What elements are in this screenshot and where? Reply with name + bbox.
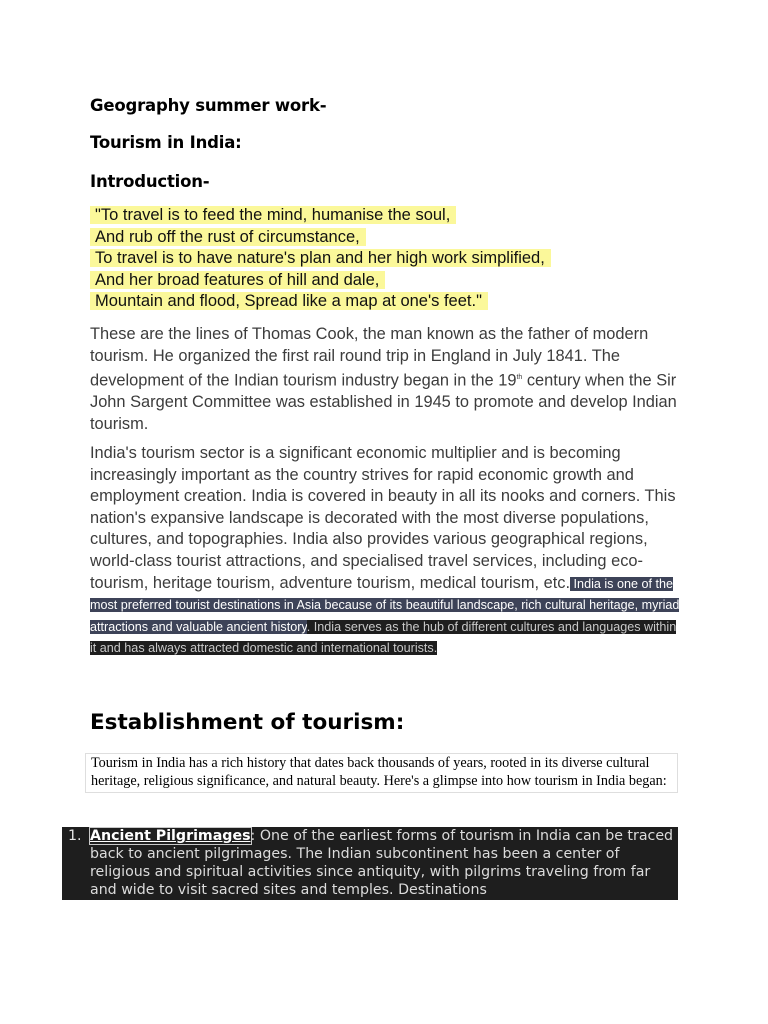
poem-quote (90, 205, 551, 313)
poem-line: To travel is to have nature's plan and her high work simplified, (90, 248, 551, 270)
paragraph-thomas-cook: These are the lines of Thomas Cook, the man known as the father of modern tourism. He organized the first rail round trip in England in July 1841. The development of the Indian tourism industry began in the 19th century when the Sir John Sargent Committee was established in 1945 to promote and develop Indian tourism. (90, 325, 677, 433)
superscript-th: th (516, 374, 523, 382)
numbered-list (62, 827, 678, 900)
introduction-heading: Introduction- (90, 172, 210, 191)
list-number: 1. (68, 828, 82, 844)
list-item (90, 827, 678, 899)
document-subtitle: Tourism in India: (90, 133, 242, 152)
paragraph-tourism-sector: India's tourism sector is a significant economic multiplier and is becoming increasingly important as the country strives for rapid economic growth and employment creation. India is covered in beauty in all its nooks and corners. This nation's expansive landscape is decorated with the most diverse populations, cultures, and topographies. India also provides various geographical regions, world-class tourist attractions, and specialised travel services, including eco-tourism, heritage tourism, adventure tourism, medical tourism, etc. India is one of the most preferred tourist destinations in Asia because of its beautiful landscape, rich cultural heritage, myriad attractions and valuable ancient history. India serves as the hub of different cultures and languages within it and has always attracted domestic and international tourists. (90, 444, 680, 656)
pasted-text-dark: . India serves as the hub of different cultures and languages within it and has always attracted domestic and international tourists. (90, 619, 677, 656)
poem-line: Mountain and flood, Spread like a map at one's feet." (90, 291, 551, 313)
poem-line: "To travel is to feed the mind, humanise the soul, (90, 205, 551, 227)
list-item-text: : One of the earliest forms of tourism in India can be traced back to ancient pilgrimages. The Indian subcontinent has been a center of religious and spiritual activities since antiquity, with pilgrims traveling from far and wide to visit sacred sites and temples. Destinations (90, 828, 674, 898)
pasted-text-highlight: India is one of the most preferred tourist destinations in Asia because of its beautiful landscape, rich cultural heritage, myriad attractions and valuable ancient history (90, 576, 680, 634)
list-item-term: Ancient Pilgrimages (90, 828, 251, 844)
poem-line: And her broad features of hill and dale, (90, 270, 551, 292)
poem-line: And rub off the rust of circumstance, (90, 227, 551, 249)
establishment-intro-box: Tourism in India has a rich history that dates back thousands of years, rooted in its diverse cultural heritage, religious significance, and natural beauty. Here's a glimpse into how tourism in India began: (85, 753, 678, 793)
establishment-heading: Establishment of tourism: (90, 710, 405, 735)
document-title: Geography summer work- (90, 96, 327, 115)
